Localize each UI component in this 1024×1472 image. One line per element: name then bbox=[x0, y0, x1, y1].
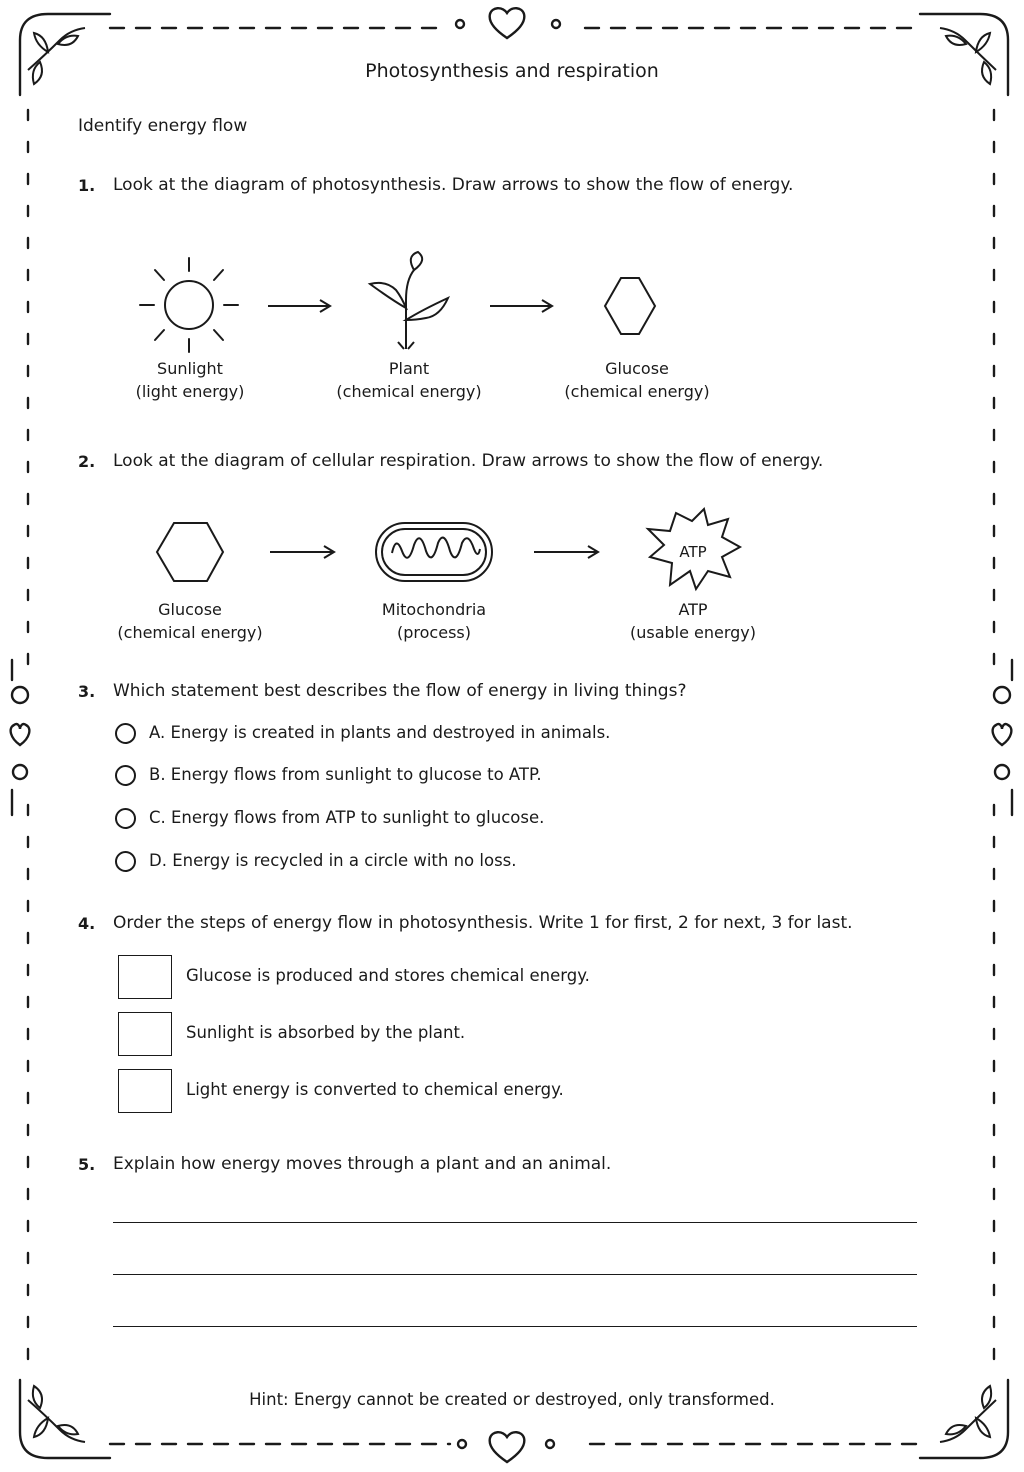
option-c-text: C. Energy flows from ATP to sunlight to glucose. bbox=[149, 808, 545, 827]
option-d-text: D. Energy is recycled in a circle with no loss. bbox=[149, 851, 517, 870]
answer-line-3[interactable] bbox=[113, 1326, 917, 1327]
plant-caption bbox=[299, 357, 519, 403]
question-4-number: 4. bbox=[78, 914, 96, 933]
option-a-text: A. Energy is created in plants and destroyed in animals. bbox=[149, 723, 611, 742]
caption-name: ATP bbox=[678, 600, 708, 619]
plant-icon bbox=[370, 252, 448, 349]
respiration-diagram bbox=[130, 505, 830, 595]
caption-name: Glucose bbox=[605, 359, 669, 378]
step-text-3: Light energy is converted to chemical energy. bbox=[186, 1080, 564, 1099]
atp-caption bbox=[583, 598, 803, 644]
mitochondria-icon bbox=[376, 523, 492, 581]
sunlight-caption bbox=[80, 357, 300, 403]
arrow-icon bbox=[534, 546, 598, 558]
hint-text: Hint: Energy cannot be created or destroyed, only transformed. bbox=[249, 1390, 775, 1409]
question-5-number: 5. bbox=[78, 1155, 96, 1174]
question-2-text: Look at the diagram of cellular respiration. Draw arrows to show the flow of energy. bbox=[113, 451, 824, 471]
order-box-3[interactable] bbox=[118, 1069, 172, 1113]
question-3-number: 3. bbox=[78, 682, 96, 701]
caption-sub: (light energy) bbox=[135, 382, 245, 401]
mitochondria-caption bbox=[324, 598, 544, 644]
order-box-1[interactable] bbox=[118, 955, 172, 999]
option-a-radio[interactable] bbox=[115, 723, 136, 744]
caption-sub: (chemical energy) bbox=[336, 382, 482, 401]
question-2-number: 2. bbox=[78, 452, 96, 471]
caption-sub: (chemical energy) bbox=[117, 623, 263, 642]
question-1-number: 1. bbox=[78, 176, 96, 195]
arrow-icon bbox=[268, 300, 330, 312]
step-text-2: Sunlight is absorbed by the plant. bbox=[186, 1023, 466, 1042]
option-b-radio[interactable] bbox=[115, 765, 136, 786]
section-subtitle: Identify energy flow bbox=[78, 116, 248, 136]
step-text-1: Glucose is produced and stores chemical energy. bbox=[186, 966, 590, 985]
glucose-caption bbox=[80, 598, 300, 644]
answer-line-2[interactable] bbox=[113, 1274, 917, 1275]
question-4-text: Order the steps of energy flow in photosynthesis. Write 1 for first, 2 for next, 3 for last. bbox=[113, 913, 853, 933]
atp-burst-label: ATP bbox=[679, 543, 707, 561]
arrow-icon bbox=[270, 546, 334, 558]
option-d-radio[interactable] bbox=[115, 851, 136, 872]
caption-sub: (usable energy) bbox=[629, 623, 757, 642]
sun-icon bbox=[140, 258, 238, 352]
answer-line-1[interactable] bbox=[113, 1222, 917, 1223]
glucose-hexagon-icon bbox=[157, 523, 223, 581]
question-5-text: Explain how energy moves through a plant and an animal. bbox=[113, 1154, 612, 1174]
photosynthesis-diagram bbox=[130, 250, 830, 350]
option-c-radio[interactable] bbox=[115, 808, 136, 829]
caption-sub: (process) bbox=[397, 623, 471, 642]
question-1-text: Look at the diagram of photosynthesis. Draw arrows to show the flow of energy. bbox=[113, 175, 794, 195]
order-box-2[interactable] bbox=[118, 1012, 172, 1056]
arrow-icon bbox=[490, 300, 552, 312]
caption-name: Plant bbox=[388, 359, 430, 378]
option-b-text: B. Energy flows from sunlight to glucose to ATP. bbox=[149, 765, 542, 784]
glucose-hexagon-icon bbox=[605, 278, 655, 334]
page-title: Photosynthesis and respiration bbox=[365, 60, 659, 82]
caption-sub: (chemical energy) bbox=[564, 382, 710, 401]
caption-name: Glucose bbox=[158, 600, 222, 619]
caption-name: Sunlight bbox=[157, 359, 223, 378]
question-3-text: Which statement best describes the flow of energy in living things? bbox=[113, 681, 687, 701]
caption-name: Mitochondria bbox=[381, 600, 487, 619]
glucose-caption bbox=[527, 357, 747, 403]
